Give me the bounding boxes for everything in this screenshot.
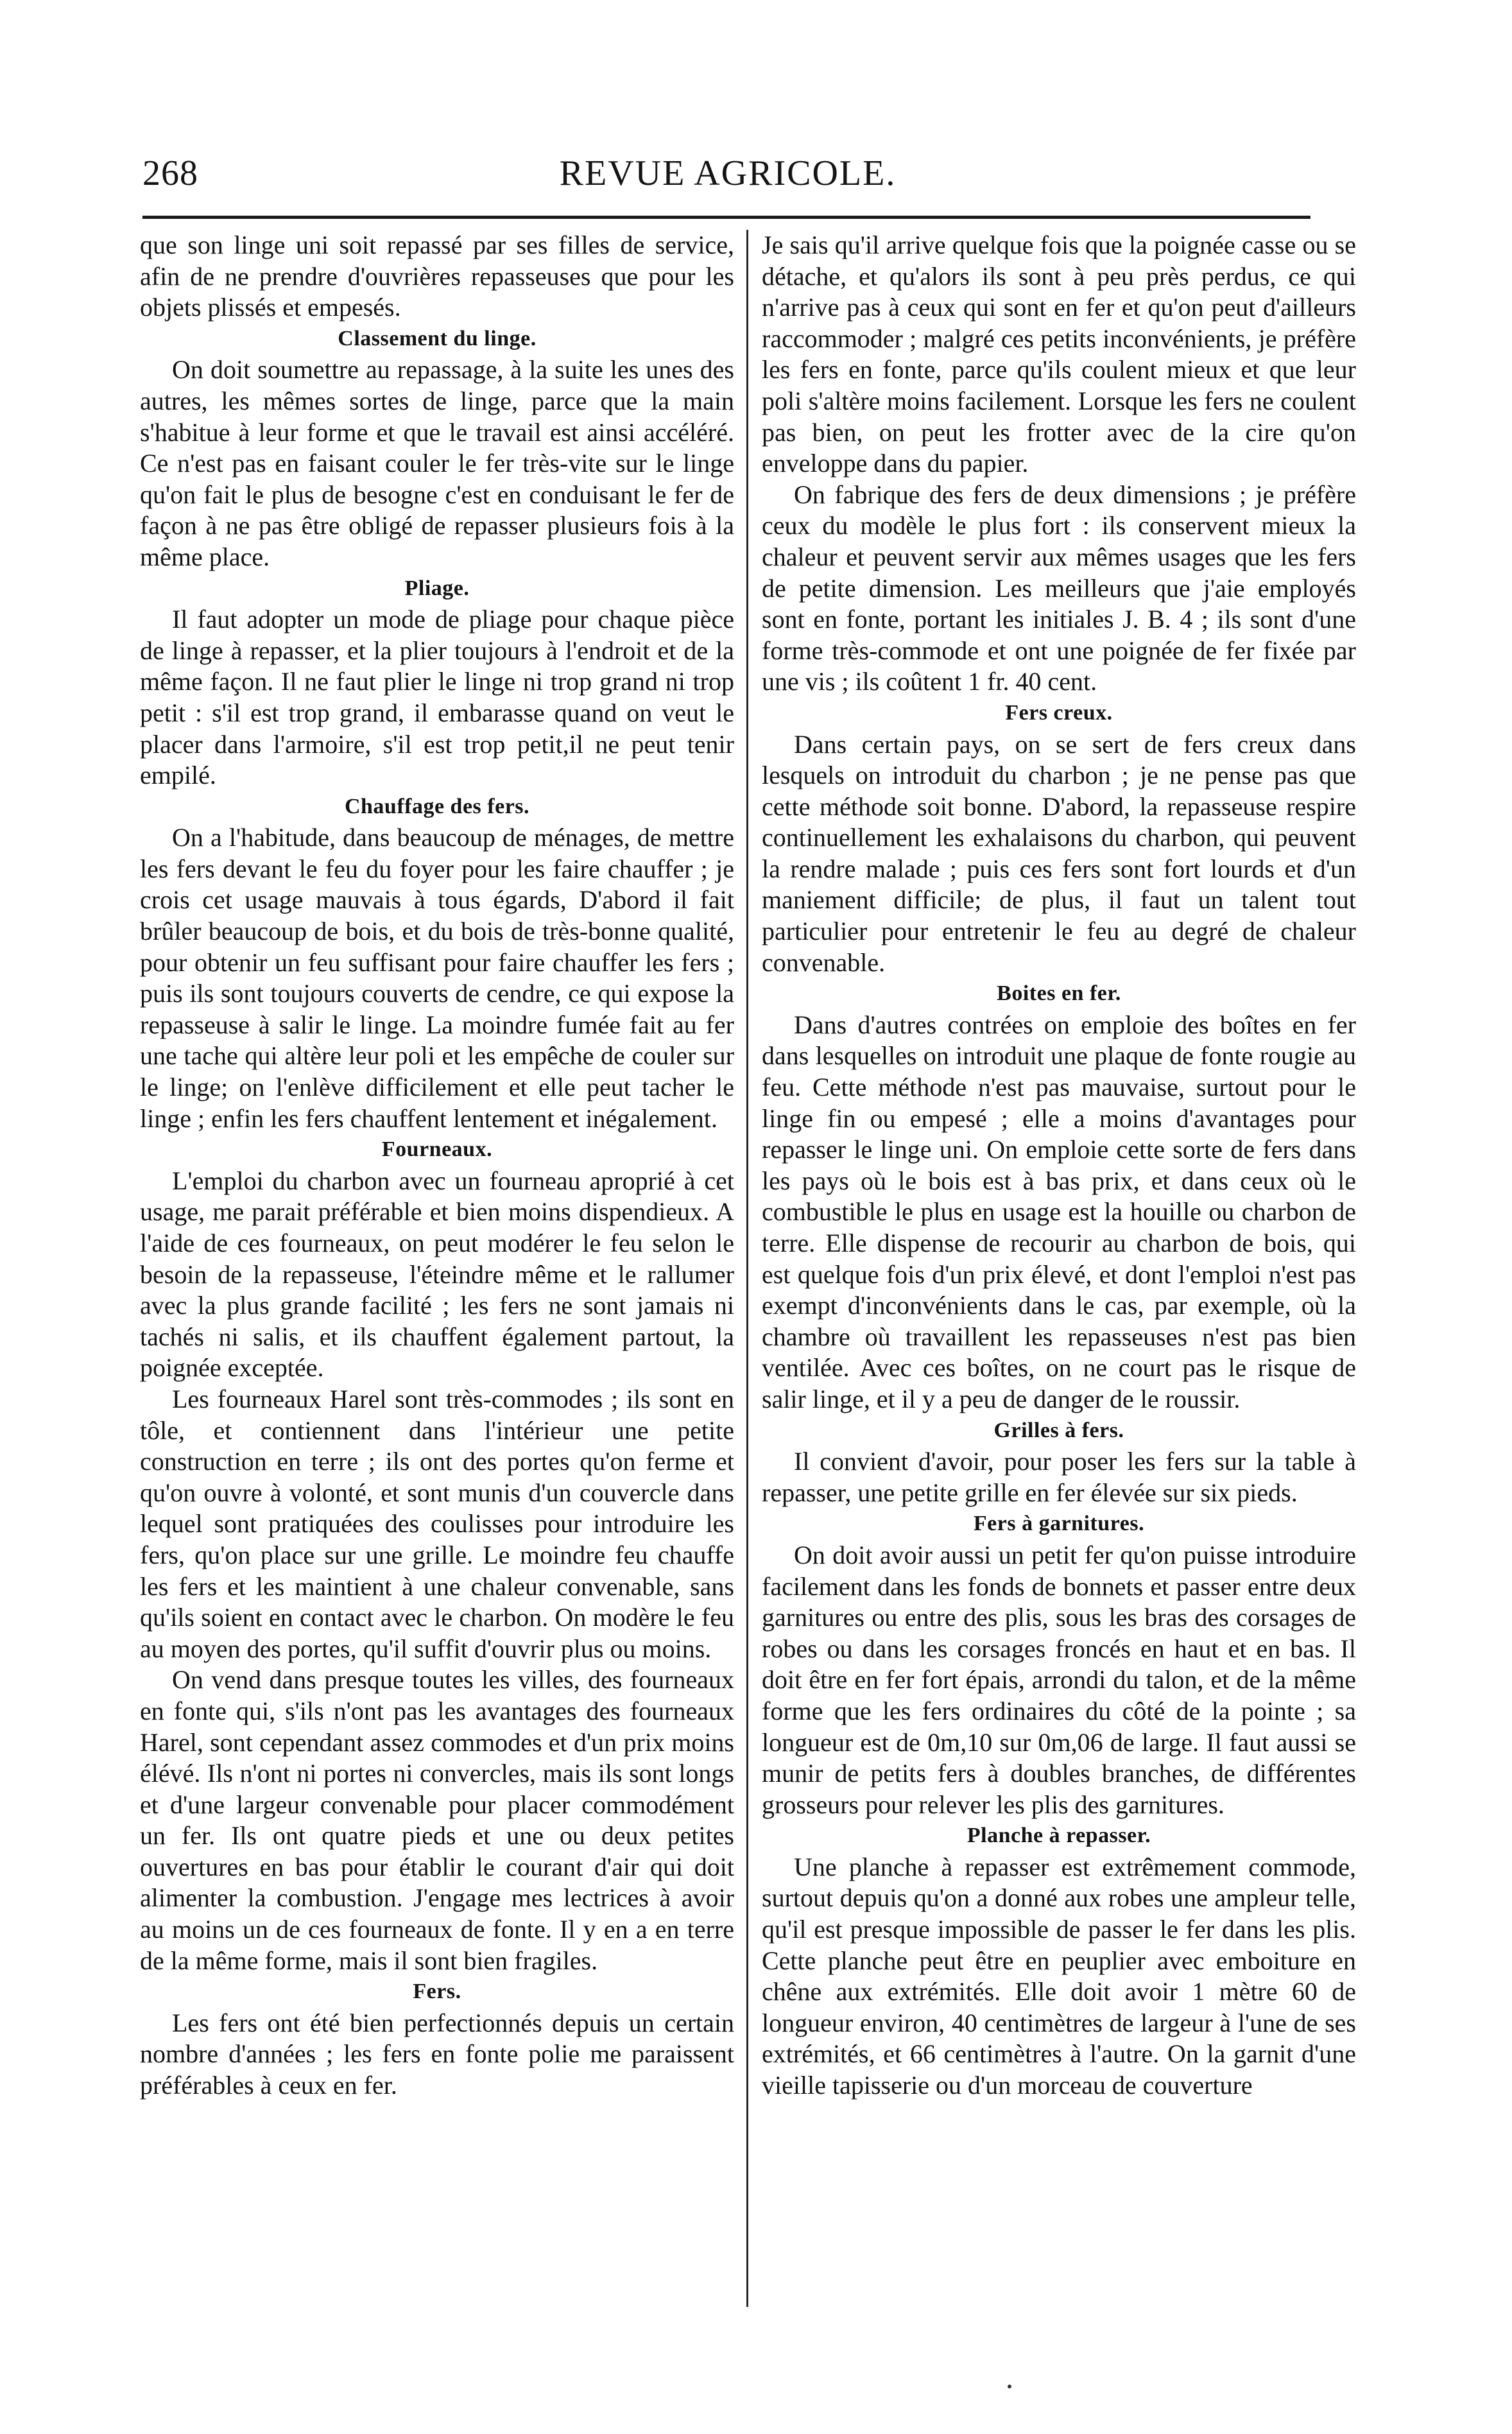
section-heading: Grilles à fers. [993,1418,1124,1442]
section-heading: Boites en fer. [997,981,1121,1006]
paragraph: On fabrique des fers de deux dimensions ; je préfère ceux du modèle le plus fort : ils conservent mieux la chaleur et peuvent servir aux mêmes usages que les fers de petite dimension. Les meilleurs que j'aie employés sont en fonte, portant les initiales J. B. 4 ; ils sont d'une forme très-commode et ont une poignée de fer fixée par une vis ; ils coûtent 1 fr. 40 cent. [762,479,1356,696]
paragraph: Une planche à repasser est extrêmement commode, surtout depuis qu'on a donné aux robes une ampleur telle, qu'il est presque impossible de passer le fer dans les plis. Cette planche peut être en peuplier avec emboiture en chêne aux extrémités. Elle doit avoir 1 mètre 60 de longueur environ, 40 centimètres de largeur à l'une de ses extrémités, et 66 centimètres à l'autre. On la garnit d'une vieille tapisserie ou d'un morceau de couverture [762,1852,1356,2100]
paragraph: Dans d'autres contrées on emploie des boîtes en fer dans lesquelles on introduit une plaque de fonte rougie au feu. Cette méthode n'est pas mauvaise, surtout pour le linge fin ou empesé ; elle a moins d'avantages pour repasser le linge uni. On emploie cette sorte de fers dans les pays où le bois est à bas prix, et dans ceux où le combustible le plus en usage est la houille ou charbon de terre. Elle dispense de recourir au charbon de bois, qui est quelque fois d'un prix élevé, et dont l'emploi n'est pas exempt d'inconvénients dans le cas, par exemple, où la chambre où travaillent les repasseuses n'est pas bien ventilée. Avec ces boîtes, on ne court pas le risque de salir linge, et il y a peu de danger de le roussir. [762,1010,1356,1413]
running-title: REVUE AGRICOLE. [559,153,897,193]
column-divider [746,230,748,2307]
section-heading: Fers creux. [1005,700,1113,725]
paragraph: Dans certain pays, on se sert de fers creux dans lesquels on introduit du charbon ; je ne pense pas que cette méthode soit bonne. D'abord, la repasseuse respire continuellement les exhalaisons du charbon, qui peuvent la rendre malade ; puis ces fers sont fort lourds et d'un maniement difficile; de plus, il faut un talent tout particulier pour entretenir le feu au degré de chaleur convenable. [762,729,1356,977]
page-header [140,146,1316,204]
paragraph: Les fourneaux Harel sont très-commodes ; ils sont en tôle, et contiennent dans l'intérieur une petite construction en terre ; ils ont des portes qu'on ferme et qu'on ouvre à volonté, et sont munis d'un couvercle dans lequel sont pratiquées des coulisses pour introduire les fers, qu'on place sur une grille. Le moindre feu chauffe les fers et les maintient à une chaleur convenable, sans qu'ils soient en contact avec le charbon. On modère le feu au moyen des portes, qu'il suffit d'ouvrir plus ou moins. [140,1384,734,1663]
section-heading: Chauffage des fers. [344,794,530,818]
paragraph: L'emploi du charbon avec un fourneau aproprié à cet usage, me parait préférable et bien moins dispendieux. A l'aide de ces fourneaux, on peut modérer le feu selon le besoin de la repasseuse, l'éteindre même et le rallumer avec la plus grande facilité ; les fers ne sont jamais ni tachés ni salis, et ils chauffent également partout, la poignée exceptée. [140,1166,734,1383]
section-heading: Classement du linge. [338,326,537,350]
paragraph: que son linge uni soit repassé par ses filles de service, afin de ne prendre d'ouvrières repasseuses que pour les objets plissés et empesés. [140,230,734,322]
paragraph: On doit avoir aussi un petit fer qu'on puisse introduire facilement dans les fonds de bonnets et passer entre deux garnitures ou entre des plis, sous les bras des corsages de robes ou dans les corsages froncés en haut et en bas. Il doit être en fer fort épais, arrondi du talon, et de la même forme que les fers ordinaires du côté de la pointe ; sa longueur est de 0m,10 sur 0m,06 de large. Il faut aussi se munir de petits fers à doubles branches, de différentes grosseurs pour relever les plis des garnitures. [762,1540,1356,1819]
page-number: 268 [142,153,198,193]
right-column [762,230,1356,2102]
section-heading: Pliage. [404,576,470,600]
paragraph: Il faut adopter un mode de pliage pour chaque pièce de linge à repasser, et la plier toujours à l'endroit et de la même façon. Il ne faut plier le linge ni trop grand ni trop petit : s'il est trop grand, il embarasse quand on veut le placer dans l'armoire, s'il est trop petit,il ne peut tenir empilé. [140,605,734,790]
left-column [140,230,734,2102]
paragraph: On vend dans presque toutes les villes, des fourneaux en fonte qui, s'ils n'ont pas les avantages des fourneaux Harel, sont cependant assez commodes et d'un prix moins élévé. Ils n'ont ni portes ni convercles, mais ils sont longs et d'une largeur convenable pour placer commodément un fer. Ils ont quatre pieds et une ou deux petites ouvertures en bas pour établir le courant d'air qui doit alimenter la combustion. J'engage mes lectrices à avoir au moins un de ces fourneaux de fonte. Il y en a en terre de la même forme, mais il sont bien fragiles. [140,1665,734,1975]
paragraph: Il convient d'avoir, pour poser les fers sur la table à repasser, une petite grille en fer élevée sur six pieds. [762,1447,1356,1507]
section-heading: Fourneaux. [381,1137,493,1162]
section-heading: Fers à garnitures. [973,1512,1145,1536]
section-heading: Planche à repasser. [966,1824,1151,1848]
paragraph: On a l'habitude, dans beaucoup de ménages, de mettre les fers devant le feu du foyer pour les faire chauffer ; je crois cet usage mauvais à tous égards, D'abord il fait brûler beaucoup de bois, et du bois de très-bonne qualité, pour obtenir un feu suffisant pour faire chauffer les fers ; puis ils sont toujours couverts de cendre, ce qui expose la repasseuse à salir le linge. La moindre fumée fait au fer une tache qui altère leur poli et les empêche de couler sur le linge; on l'enlève difficilement et elle peut tacher le linge ; enfin les fers chauffent lentement et inégalement. [140,823,734,1133]
paragraph: On doit soumettre au repassage, à la suite les unes des autres, les mêmes sortes de linge, parce que la main s'habitue à leur forme et que le travail est ainsi accéléré. Ce n'est pas en faisant couler le fer très-vite sur le linge qu'on fait le plus de besogne c'est en conduisant le fer de façon à ne pas être obligé de repasser plusieurs fois à la même place. [140,355,734,571]
section-heading: Fers. [413,1980,461,2004]
header-rule [142,216,1310,219]
ink-speck [1008,2385,1011,2388]
paragraph: Les fers ont été bien perfectionnés depuis un certain nombre d'années ; les fers en fonte polie me paraissent préférables à ceux en fer. [140,2008,734,2100]
paragraph: Je sais qu'il arrive quelque fois que la poignée casse ou se détache, et qu'alors ils sont à peu près perdus, ce qui n'arrive pas à ceux qui sont en fer et qu'on peut d'ailleurs raccommoder ; malgré ces petits inconvénients, je préfère les fers en fonte, parce qu'ils coulent mieux et que leur poli s'altère moins facilement. Lorsque les fers ne coulent pas bien, on peut les frotter avec de la cire qu'on enveloppe dans du papier. [762,230,1356,478]
